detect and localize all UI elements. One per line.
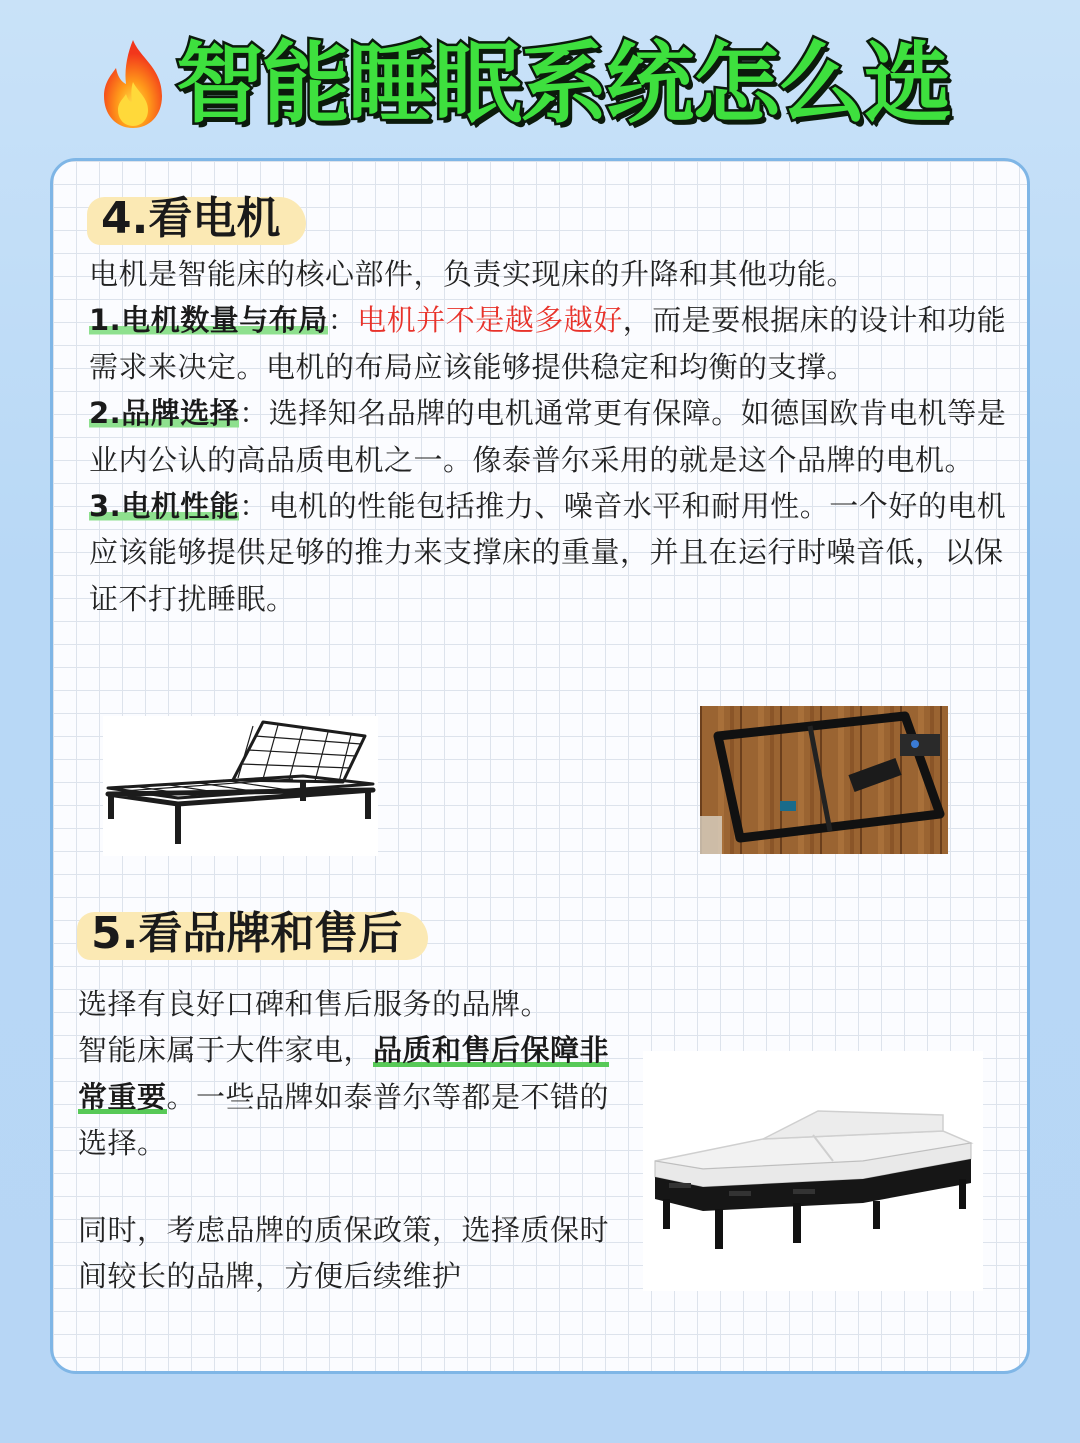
item-separator: ： — [327, 303, 358, 338]
p2-emphasis: 品质和售后保障非常重要 — [78, 1033, 610, 1114]
section-5-p2 — [78, 1027, 618, 1166]
fire-icon — [96, 38, 170, 130]
p2-start: 智能床属于大件家电， — [78, 1033, 374, 1068]
page-title: 智能睡眠系统怎么选 — [176, 32, 951, 135]
mattress-bed-image — [643, 1051, 983, 1291]
item-text: 选择知名品牌的电机通常更有保障。如德国欧肯电机等是业内公认的高品质电机之一。像泰普尔采用的就是这个品牌的电机。 — [89, 396, 1007, 477]
item-separator: ： — [239, 396, 269, 431]
section-5-p1: 选择有良好口碑和售后服务的品牌。 — [78, 987, 551, 1021]
section-5-heading: 5.看品牌和售后 — [91, 906, 402, 962]
item-label: 1.电机数量与布局 — [89, 303, 328, 338]
item-text: 电机的性能包括推力、噪音水平和耐用性。一个好的电机应该能够提供足够的推力来支撑床的重量，并且在运行时噪音低，以保证不打扰睡眠。 — [89, 489, 1007, 616]
motor-frame-photo — [700, 706, 948, 854]
motor-performance-item — [89, 483, 1009, 622]
section-5-body — [78, 981, 618, 1167]
item-label: 2.品牌选择 — [89, 396, 240, 431]
adjustable-bed-frame-image — [103, 716, 378, 856]
section-4-intro: 电机是智能床的核心部件，负责实现床的升降和其他功能。 — [89, 257, 857, 291]
item-highlight: 电机并不是越多越好 — [357, 303, 623, 338]
item-separator: ： — [239, 489, 269, 524]
item-label: 3.电机性能 — [89, 489, 240, 524]
p2-end: 。一些品牌如泰普尔等都是不错的选择。 — [78, 1079, 610, 1161]
content-card — [50, 158, 1030, 1374]
brand-choice-item — [89, 390, 1009, 483]
section-4-body — [89, 251, 1009, 622]
section-4-heading: 4.看电机 — [101, 191, 280, 247]
item-text: ，而是要根据床的设计和功能需求来决定。电机的布局应该能够提供稳定和均衡的支撑。 — [89, 303, 1007, 384]
page-title-block — [96, 30, 996, 140]
section-5-p3: 同时，考虑品牌的质保政策，选择质保时间较长的品牌，方便后续维护 — [78, 1213, 610, 1294]
motor-count-item — [89, 297, 1009, 390]
